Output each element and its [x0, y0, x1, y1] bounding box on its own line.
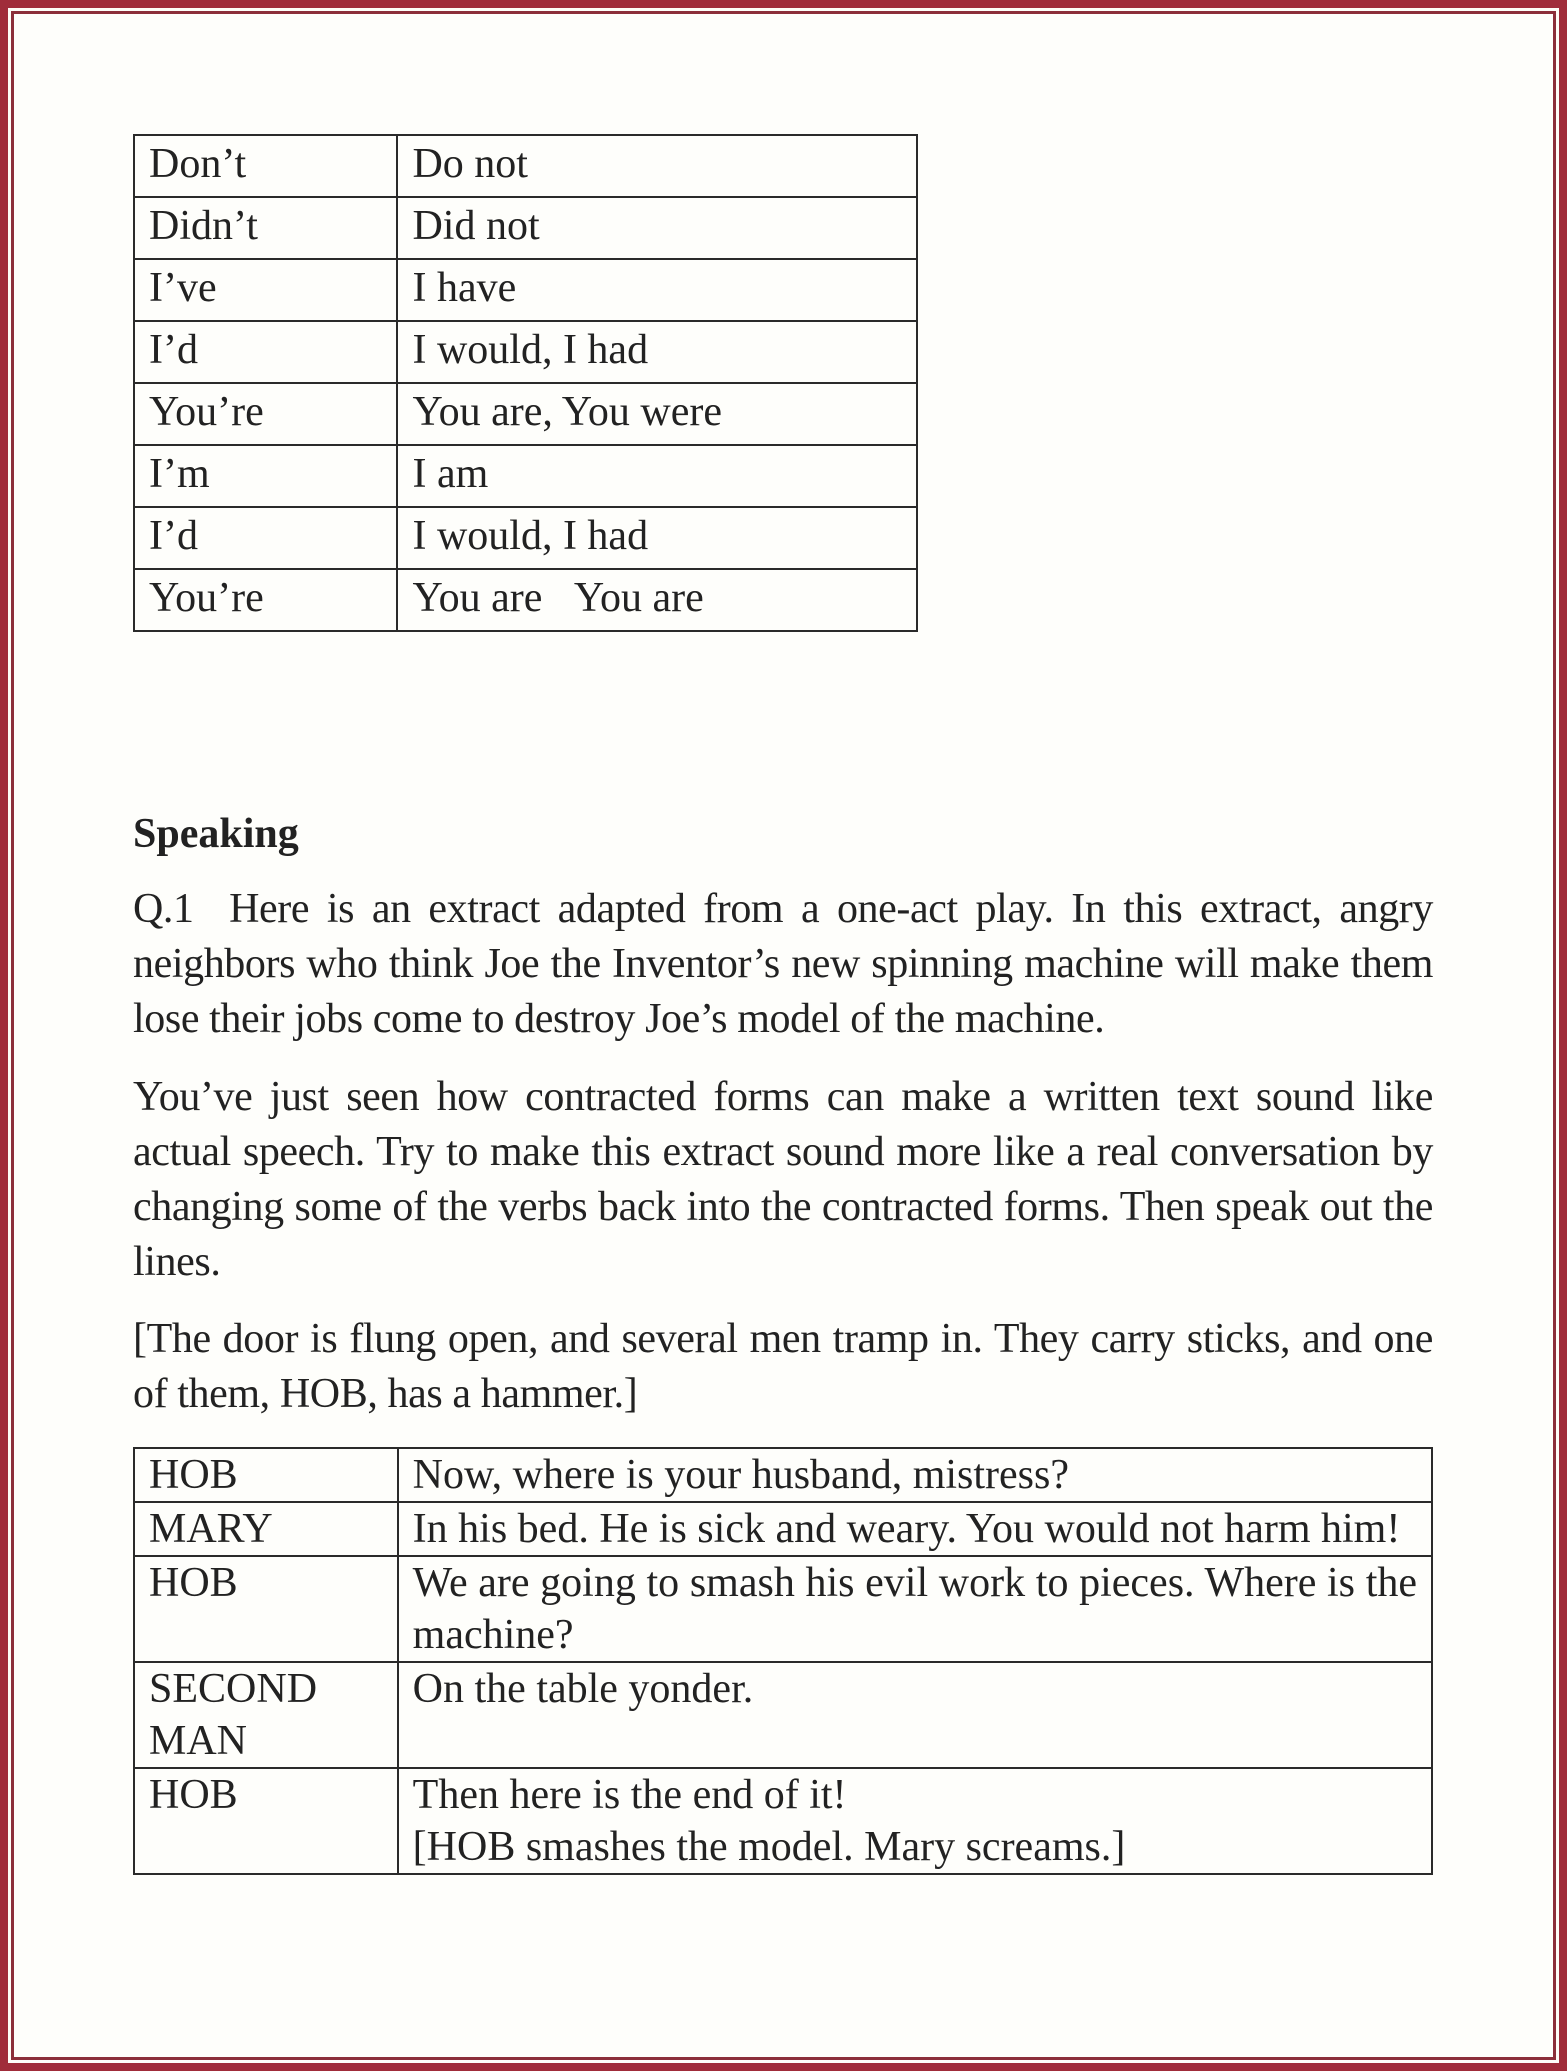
stage-direction: [The door is flung open, and several men tramp in. They carry sticks, and one of them, HOB, has a hammer.] — [133, 1316, 1433, 1417]
line-cell — [398, 1768, 1432, 1874]
expansion-cell: I would, I had — [397, 321, 917, 383]
contraction-cell: Didn’t — [134, 197, 397, 259]
contraction-cell: I’ve — [134, 259, 397, 321]
section-heading-speaking: Speaking — [133, 811, 299, 857]
speaker-cell: HOB — [134, 1556, 398, 1662]
line-cell — [398, 1662, 1432, 1768]
dialogue-line: On the table yonder. — [412, 1666, 754, 1712]
dialogue-row — [134, 1768, 1432, 1874]
table-row — [134, 569, 917, 631]
line-cell — [398, 1556, 1432, 1662]
contraction-cell: You’re — [134, 383, 397, 445]
contraction-cell: I’d — [134, 507, 397, 569]
table-row — [134, 383, 917, 445]
table-row — [134, 197, 917, 259]
contraction-cell: You’re — [134, 569, 397, 631]
contraction-cell: I’d — [134, 321, 397, 383]
table-row — [134, 507, 917, 569]
contraction-cell: Don’t — [134, 135, 397, 197]
expansion-cell: You are, You were — [397, 383, 917, 445]
table-row — [134, 445, 917, 507]
expansion-cell: I have — [397, 259, 917, 321]
speaker-cell: MARY — [134, 1502, 398, 1556]
speaker-cell: HOB — [134, 1448, 398, 1502]
question-intro: Q.1 Here is an extract adapted from a one-act play. In this extract, angry neighbors who think Joe the Inventor’s new spinning machine will make them lose their jobs come to destroy Joe’s model of the machine. — [133, 886, 1433, 1042]
dialogue-line: Now, where is your husband, mistress? — [412, 1452, 1070, 1498]
speaker-cell: HOB — [134, 1768, 398, 1874]
contractions-table — [133, 134, 918, 632]
dialogue-row — [134, 1662, 1432, 1768]
contraction-cell: I’m — [134, 445, 397, 507]
table-row — [134, 135, 917, 197]
line-cell — [398, 1448, 1432, 1502]
table-row — [134, 321, 917, 383]
expansion-cell: Did not — [397, 197, 917, 259]
dialogue-line: In his bed. He is sick and weary. You would not harm him! — [412, 1506, 1401, 1552]
table-row — [134, 259, 917, 321]
expansion-cell: I would, I had — [397, 507, 917, 569]
dialogue-row — [134, 1502, 1432, 1556]
dialogue-row — [134, 1556, 1432, 1662]
dialogue-row — [134, 1448, 1432, 1502]
speaker-cell: SECOND MAN — [134, 1662, 398, 1768]
expansion-cell: Do not — [397, 135, 917, 197]
dialogue-line: Then here is the end of it! — [412, 1772, 847, 1818]
dialogue-stage-direction: [HOB smashes the model. Mary screams.] — [412, 1824, 1126, 1870]
question-instructions: You’ve just seen how contracted forms can make a written text sound like actual speech. Try to make this extract sound more like a real conversation by changing some of the verbs back into the contracted forms. Then speak out the lines. — [133, 1074, 1433, 1285]
dialogue-line: We are going to smash his evil work to pieces. Where is the machine? — [412, 1560, 1417, 1658]
dialogue-table — [133, 1447, 1433, 1875]
expansion-cell: I am — [397, 445, 917, 507]
expansion-cell: You are You are — [397, 569, 917, 631]
line-cell — [398, 1502, 1432, 1556]
